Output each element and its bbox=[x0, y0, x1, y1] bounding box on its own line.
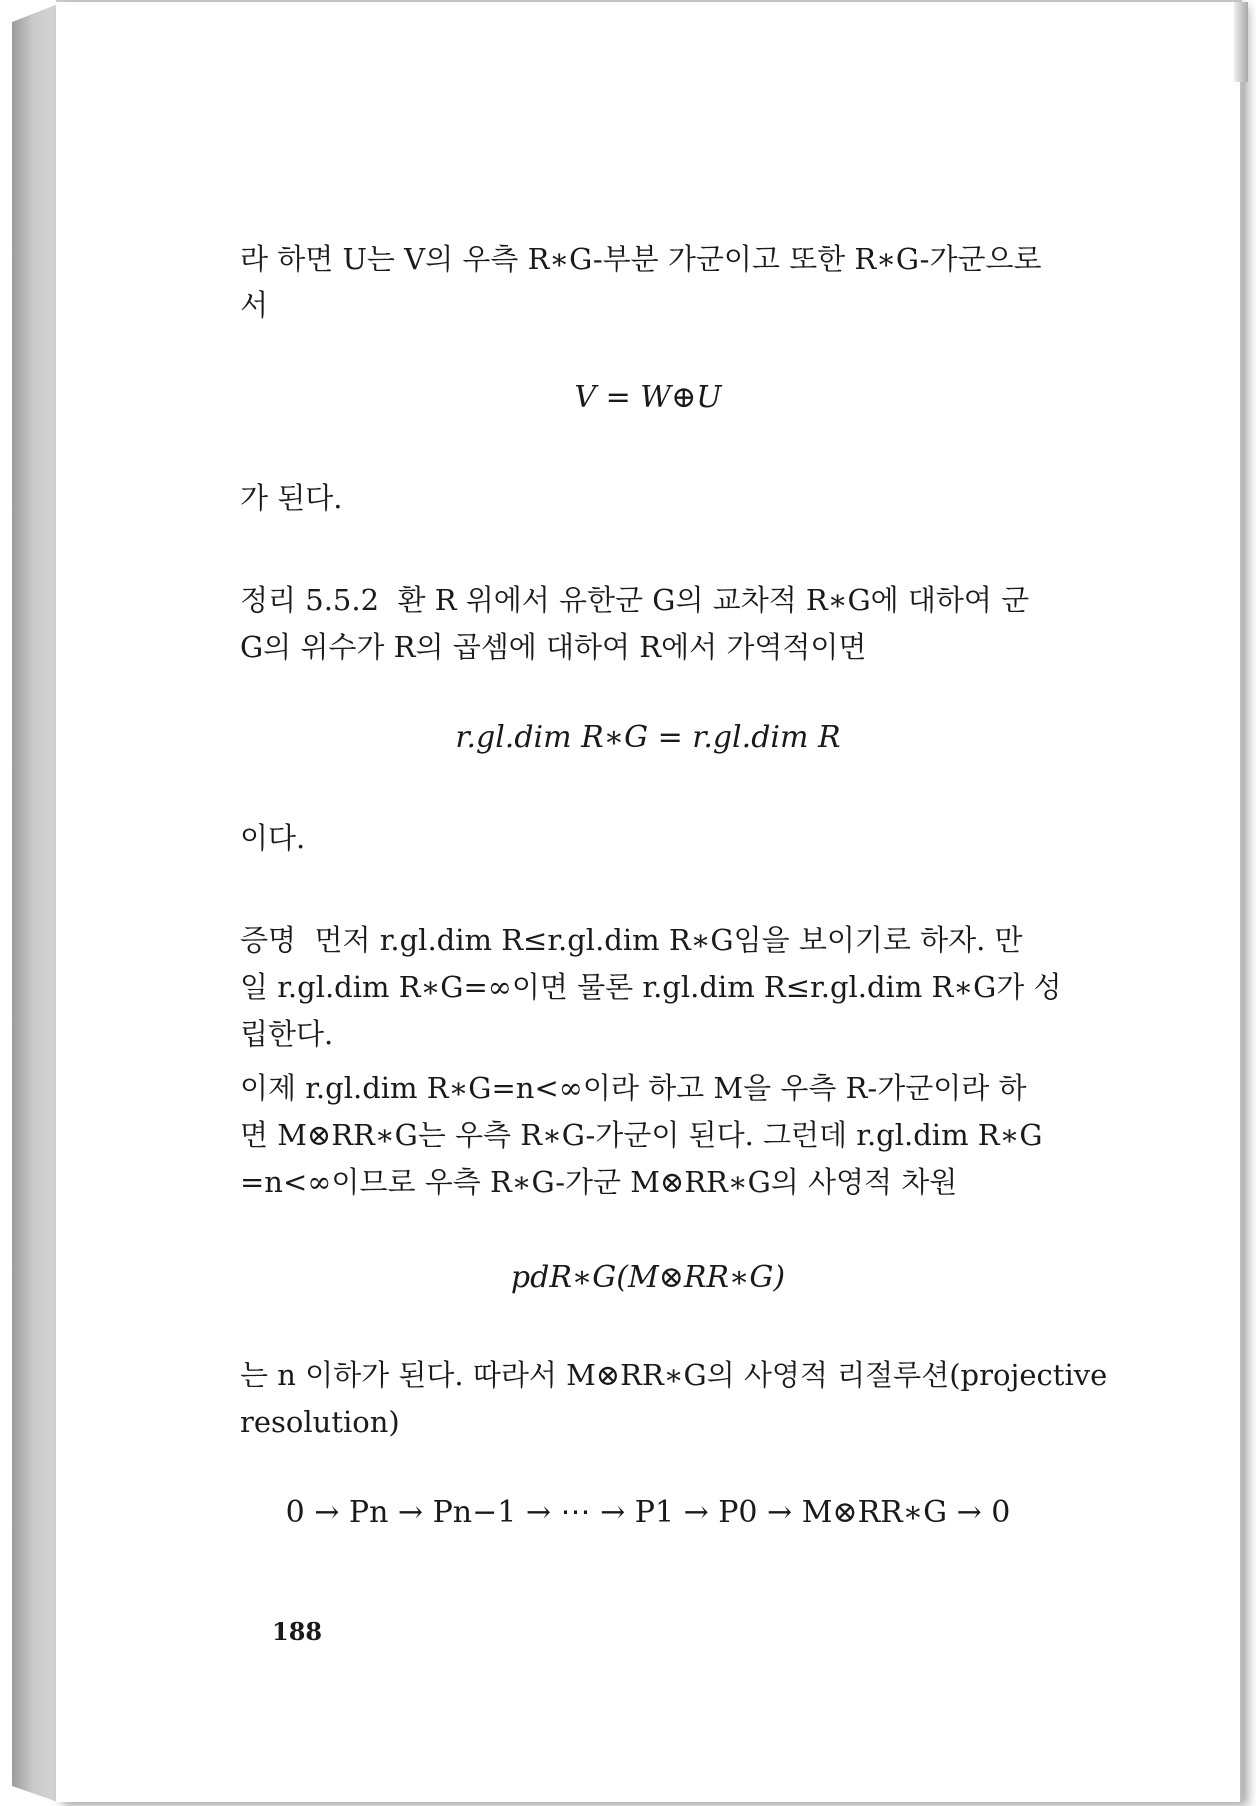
equation: V = W⊕U bbox=[574, 380, 722, 415]
page-number: 188 bbox=[272, 1617, 323, 1646]
paragraph-line: resolution) bbox=[240, 1405, 400, 1439]
paragraph-line: 면 M⊗RR∗G는 우측 R∗G-가군이 된다. 그런데 r.gl.dim R∗G bbox=[240, 1118, 1043, 1152]
theorem-line: 정리 5.5.2 환 R 위에서 유한군 G의 교차적 R∗G에 대하여 군 bbox=[240, 583, 1030, 617]
paragraph-line: 라 하면 U는 V의 우측 R∗G-부분 가군이고 또한 R∗G-가군으로 bbox=[240, 242, 1042, 276]
equation: pdR∗G(M⊗RR∗G) bbox=[510, 1260, 786, 1295]
equation: r.gl.dim R∗G = r.gl.dim R bbox=[455, 720, 841, 755]
book-spine-edge bbox=[12, 4, 58, 1802]
theorem-line: G의 위수가 R의 곱셈에 대하여 R에서 가역적이면 bbox=[240, 630, 867, 664]
proof-line: 증명 먼저 r.gl.dim R≤r.gl.dim R∗G임을 보이기로 하자. 만 bbox=[240, 923, 1023, 957]
proof-line: 일 r.gl.dim R∗G=∞이면 물론 r.gl.dim R≤r.gl.dim R∗G가 성 bbox=[240, 970, 1062, 1004]
paragraph-line: 서 bbox=[240, 288, 269, 322]
proof-line: 립한다. bbox=[240, 1017, 334, 1051]
paragraph-line: =n<∞이므로 우측 R∗G-가군 M⊗RR∗G의 사영적 차원 bbox=[240, 1165, 958, 1199]
equation: 0 → Pn → Pn−1 → ⋯ → P1 → P0 → M⊗RR∗G → 0 bbox=[285, 1495, 1011, 1530]
paragraph-line: 이다. bbox=[240, 821, 306, 855]
paragraph-line: 는 n 이하가 된다. 따라서 M⊗RR∗G의 사영적 리절루션(projective bbox=[240, 1358, 1108, 1392]
page-corner bbox=[1234, 2, 1248, 82]
paragraph-line: 이제 r.gl.dim R∗G=n<∞이라 하고 M을 우측 R-가군이라 하 bbox=[240, 1071, 1027, 1105]
paragraph-line: 가 된다. bbox=[240, 481, 343, 515]
